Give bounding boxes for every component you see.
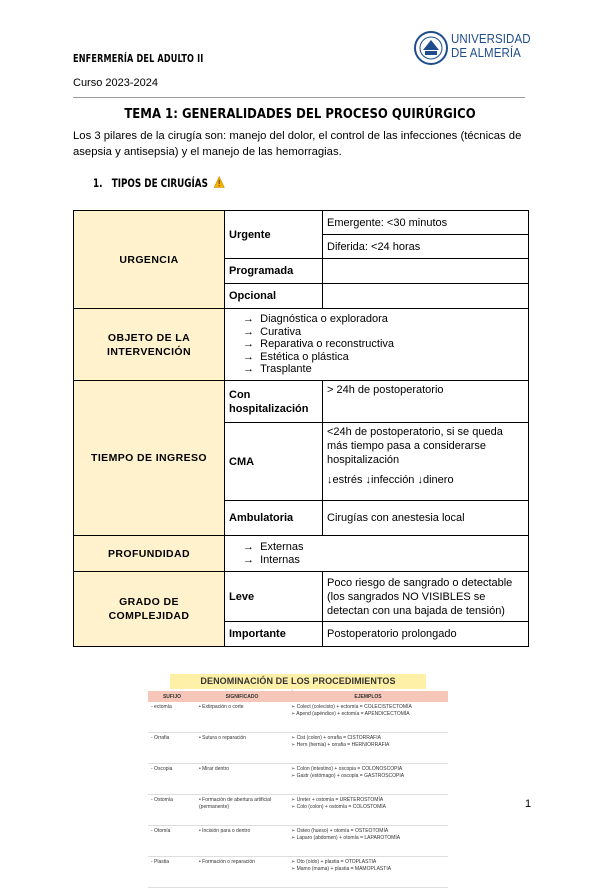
- university-logo: [413, 28, 531, 68]
- table-row: [148, 733, 448, 764]
- emb-suffix: - Ostomía: [148, 795, 196, 826]
- emb-meaning: • Incisión para o dentro: [196, 826, 288, 857]
- embedded-title: DENOMINACIÓN DE LOS PROCEDIMIENTOS: [170, 674, 426, 689]
- emb-example: ➢ Gastr (estómago) + oscopia = GASTROSCOPIA: [291, 773, 405, 779]
- embedded-procedures-image: [148, 671, 448, 872]
- val-emergente: Emergente: <30 minutos: [323, 211, 529, 235]
- table-row: [148, 795, 448, 826]
- table-row: [148, 857, 448, 888]
- emb-examples: [288, 795, 448, 826]
- section-number: 1.: [93, 176, 103, 190]
- document-title: TEMA 1: GENERALIDADES DEL PROCESO QUIRÚRGICO: [124, 107, 476, 122]
- page-number: 1: [525, 798, 532, 810]
- emb-suffix: - Plastia: [148, 857, 196, 888]
- section-title: TIPOS DE CIRUGÍAS: [111, 176, 208, 190]
- university-name-line2: DE ALMERÍA: [451, 46, 521, 60]
- header-divider: [73, 97, 525, 98]
- emb-meaning: • Sutura o reparación: [196, 733, 288, 764]
- table-row: [148, 764, 448, 795]
- objeto-item: → Diagnóstica o exploradora: [243, 313, 524, 326]
- surgery-types-table: [73, 210, 529, 647]
- cat-urgencia: URGENCIA: [74, 211, 225, 309]
- emb-example: ➢ Colect (colecisto) + ectomía = COLECISTECTOMÍA: [291, 704, 412, 710]
- cat-objeto: OBJETO DE LA INTERVENCIÓN: [74, 309, 225, 381]
- sub-cma: CMA: [225, 423, 323, 501]
- course-year: Curso 2023-2024: [73, 77, 159, 89]
- sub-opcional: Opcional: [225, 284, 323, 309]
- emb-example: ➢ Cist (colon) + orrafia = CISTORRAFIA: [291, 735, 381, 741]
- objeto-list-cell: [225, 309, 529, 381]
- emb-example: ➢ Mamo (mama) + plastia = MAMOPLASTIA: [291, 866, 392, 872]
- val-ambulatoria: Cirugías con anestesia local: [323, 501, 529, 536]
- emb-meaning: • Extirpación o corte: [196, 702, 288, 733]
- table-row: [148, 826, 448, 857]
- val-diferida: Diferida: <24 horas: [323, 235, 529, 259]
- university-seal-icon: [413, 30, 449, 66]
- emb-suffix: - Otomía: [148, 826, 196, 857]
- emb-examples: [288, 764, 448, 795]
- val-cma-text: <24h de postoperatorio, si se queda más tiempo pasa a considerarse hospitalización: [327, 426, 503, 466]
- objeto-item: → Trasplante: [243, 363, 524, 376]
- emb-example: ➢ Osteo (hueso) + otomía = OSTEOTOMÍA: [291, 828, 389, 834]
- sub-ambulatoria: Ambulatoria: [225, 501, 323, 536]
- emb-meaning: • Formación o reparación: [196, 857, 288, 888]
- emb-example: ➢ Ureter + ostomía = URETEROSTOMÍA: [291, 797, 384, 803]
- emb-meaning: • Formación de abertura artificial (permanente): [196, 795, 288, 826]
- course-name: ENFERMERÍA DEL ADULTO II: [73, 52, 204, 65]
- section-heading: [93, 176, 225, 190]
- val-con-hospitalizacion: > 24h de postoperatorio: [323, 381, 529, 423]
- emb-suffix: - Orrafia: [148, 733, 196, 764]
- cat-grado: GRADO DE COMPLEJIDAD: [74, 572, 225, 647]
- sub-leve: Leve: [225, 572, 323, 622]
- sub-con-hospitalizacion: Con hospitalización: [225, 381, 323, 423]
- val-leve: Poco riesgo de sangrado o detectable (los sangrados NO VISIBLES se detectan con una bajada de tensión): [323, 572, 529, 622]
- profundidad-item: → Externas: [243, 541, 524, 554]
- emb-examples: [288, 826, 448, 857]
- emb-suffix: - Oscopia: [148, 764, 196, 795]
- emb-header-examples: EJEMPLOS: [288, 691, 448, 702]
- emb-examples: [288, 733, 448, 764]
- emb-examples: [288, 702, 448, 733]
- objeto-item: → Reparativa o reconstructiva: [243, 338, 524, 351]
- emb-example: ➢ Oto (oído) + plastia = OTOPLASTIA: [291, 859, 377, 865]
- profundidad-list-cell: [225, 536, 529, 572]
- sub-programada: Programada: [225, 259, 323, 284]
- sub-urgente: Urgente: [225, 211, 323, 259]
- university-name-line1: UNIVERSIDAD: [451, 32, 531, 46]
- emb-examples: [288, 857, 448, 888]
- cat-tiempo: TIEMPO DE INGRESO: [74, 381, 225, 536]
- sub-importante: Importante: [225, 622, 323, 647]
- objeto-item: → Estética o plástica: [243, 351, 524, 364]
- cat-profundidad: PROFUNDIDAD: [74, 536, 225, 572]
- emb-example: ➢ Colo (colon) + ostomía = COLOSTOMÍA: [291, 804, 386, 810]
- val-opcional-empty: [323, 284, 529, 309]
- emb-suffix: - ectomía: [148, 702, 196, 733]
- val-cma-benefits: ↓estrés ↓infección ↓dinero: [327, 474, 454, 486]
- warning-icon: [214, 176, 225, 188]
- intro-paragraph: Los 3 pilares de la cirugía son: manejo del dolor, el control de las infecciones (técnicas de asepsia y antisepsia) y el manejo de las hemorragias.: [73, 130, 522, 158]
- objeto-item: → Curativa: [243, 326, 524, 339]
- val-programada-empty: [323, 259, 529, 284]
- procedures-table: [148, 691, 448, 888]
- emb-header-suffix: SUFIJO: [148, 691, 196, 702]
- emb-example: ➢ Laparo (abdomen) + otomía = LAPAROTOMÍA: [291, 835, 401, 841]
- emb-example: ➢ Apend (apéndice) + ectomía = APENDICECTOMÍA: [291, 711, 410, 717]
- emb-example: ➢ Colon (intestino) + oscopia = COLONOSCOPIA: [291, 766, 403, 772]
- val-importante: Postoperatorio prolongado: [323, 622, 529, 647]
- val-cma: [323, 423, 529, 501]
- emb-header-meaning: SIGNIFICADO: [196, 691, 288, 702]
- emb-meaning: • Mirar dentro: [196, 764, 288, 795]
- table-row: [148, 702, 448, 733]
- emb-example: ➢ Hern (hernia) + orrafia = HERNIORRAFIA: [291, 742, 390, 748]
- profundidad-item: → Internas: [243, 554, 524, 567]
